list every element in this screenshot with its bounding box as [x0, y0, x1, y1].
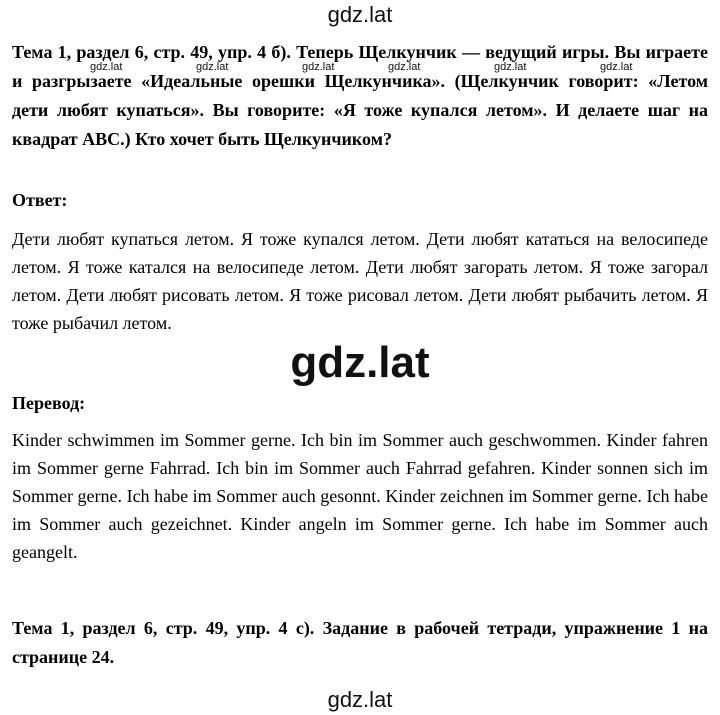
- translation-heading: Перевод:: [12, 393, 86, 413]
- watermark-small: gdz.lat: [90, 61, 123, 73]
- watermark-small: gdz.lat: [196, 61, 229, 73]
- watermark-small: gdz.lat: [302, 61, 335, 73]
- watermark-center: gdz.lat: [290, 338, 430, 387]
- watermark-top: gdz.lat: [327, 2, 393, 27]
- translation-text: Kinder schwimmen im Sommer gerne. Ich bin im Sommer auch geschwommen. Kinder fahren im Sommer gerne Fahrrad. Ich bin im Sommer auch Fahrrad gefahren. Kinder sonnen sich im Sommer gerne. Ich habe im Sommer auch gesonnt. Kinder zeichnen im Sommer gerne. Ich habe im Sommer auch gezeichnet. Kinder angeln im Sommer gerne. Ich habe im Sommer auch geangelt.: [12, 430, 708, 562]
- watermark-small: gdz.lat: [600, 61, 633, 73]
- answer-heading: Ответ:: [12, 190, 68, 210]
- task-statement: Тема 1, раздел 6, стр. 49, упр. 4 б). Теперь Щелкунчик — ведущий игры. Вы играете и разгрызаете «Идеальные орешки Щелкунчика». (Щелкунчик говорит: «Летом дети любят купаться». Вы говорите: «Я тоже купался летом». И делаете шаг на квадрат АВС.) Кто хочет быть Щелкунчиком?: [12, 42, 708, 149]
- watermark-bottom: gdz.lat: [327, 687, 393, 712]
- answer-text: Дети любят купаться летом. Я тоже купался летом. Дети любят кататься на велосипеде летом. Я тоже катался на велосипеде летом. Дети любят загорать летом. Я тоже загорал летом. Дети любят рисовать летом. Я тоже рисовал летом. Дети любят рыбачить летом. Я тоже рыбачил летом.: [12, 229, 708, 333]
- next-task-statement: Тема 1, раздел 6, стр. 49, упр. 4 с). Задание в рабочей тетради, упражнение 1 на странице 24.: [12, 618, 708, 667]
- watermark-small: gdz.lat: [494, 61, 527, 73]
- watermark-small: gdz.lat: [388, 61, 421, 73]
